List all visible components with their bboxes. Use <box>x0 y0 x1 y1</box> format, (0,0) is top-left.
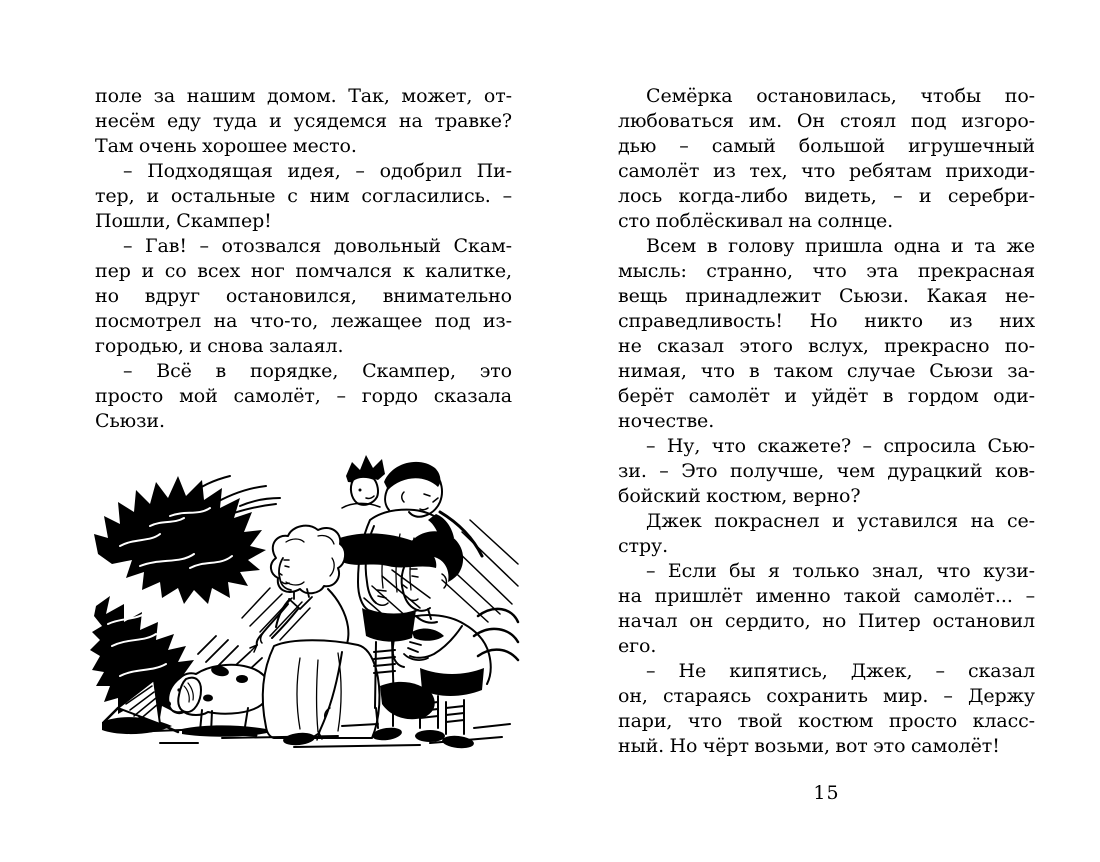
text-line: его. <box>618 635 657 657</box>
text-line: городью, и снова залаял. <box>95 335 344 357</box>
text-line: Там очень хорошее место. <box>95 135 357 157</box>
left-page-text-column <box>95 84 512 434</box>
text-line: вещь принадлежит Сьюзи. Какая не- <box>618 285 1035 307</box>
text-line: бойский костюм, верно? <box>618 485 861 507</box>
text-line: мысль: странно, что эта прекрасная <box>618 260 1035 282</box>
text-line: самолёт из тех, что ребятам приходи- <box>618 160 1035 182</box>
text-line: начал он сердито, но Питер остановил <box>618 610 1035 632</box>
text-line: тер, и остальные с ним согласились. – <box>95 185 512 207</box>
children-dog-toy-plane-drawing <box>90 446 520 756</box>
text-line: нимая, что в таком случае Сьюзи за- <box>618 360 1035 382</box>
story-illustration <box>90 446 520 756</box>
text-line: Всем в голову пришла одна и та же <box>646 235 1035 257</box>
text-line: Джек покраснел и уставился на се- <box>646 510 1035 532</box>
text-line: справедливость! Но никто из них <box>618 310 1035 332</box>
text-line: дью – самый большой игрушечный <box>618 135 1035 157</box>
text-line: лось когда-либо видеть, – и серебри- <box>618 185 1035 207</box>
right-page-text-column <box>618 84 1035 759</box>
text-line: – Если бы я только знал, что кузи- <box>646 560 1035 582</box>
text-line: сто поблёскивал на солнце. <box>618 210 894 232</box>
text-line: Сьюзи. <box>95 410 165 432</box>
text-line: не сказал этого вслух, прекрасно по- <box>618 335 1035 357</box>
text-line: поле за нашим домом. Так, может, от- <box>95 85 512 107</box>
text-line: но вдруг остановился, внимательно <box>95 285 512 307</box>
text-line: – Подходящая идея, – одобрил Пи- <box>123 160 512 182</box>
text-line: ный. Но чёрт возьми, вот это самолёт! <box>618 735 1000 757</box>
text-line: – Гав! – отозвался довольный Скам- <box>123 235 512 257</box>
text-line: на пришлёт именно такой самолёт... – <box>618 585 1035 607</box>
text-line: несём еду туда и усядемся на травке? <box>95 110 512 132</box>
text-line: – Ну, что скажете? – спросила Сью- <box>646 435 1035 457</box>
text-line: он, стараясь сохранить мир. – Держу <box>618 685 1035 707</box>
text-line: пари, что твой костюм просто класс- <box>618 710 1035 732</box>
text-line: Семёрка остановилась, чтобы по- <box>646 85 1035 107</box>
text-line: – Не кипятись, Джек, – сказал <box>646 660 1035 682</box>
text-line: зи. – Это получше, чем дурацкий ков- <box>618 460 1035 482</box>
text-line: стру. <box>618 535 669 557</box>
text-line: берёт самолёт и уйдёт в гордом оди- <box>618 385 1035 407</box>
text-line: – Всё в порядке, Скампер, это <box>123 360 512 382</box>
page-number: 15 <box>813 782 840 804</box>
text-line: ночестве. <box>618 410 715 432</box>
text-line: просто мой самолёт, – гордо сказала <box>95 385 512 407</box>
text-line: Пошли, Скампер! <box>95 210 272 232</box>
text-line: любоваться им. Он стоял под изгоро- <box>618 110 1035 132</box>
text-line: посмотрел на что-то, лежащее под из- <box>95 310 512 332</box>
text-line: пер и со всех ног помчался к калитке, <box>95 260 512 282</box>
